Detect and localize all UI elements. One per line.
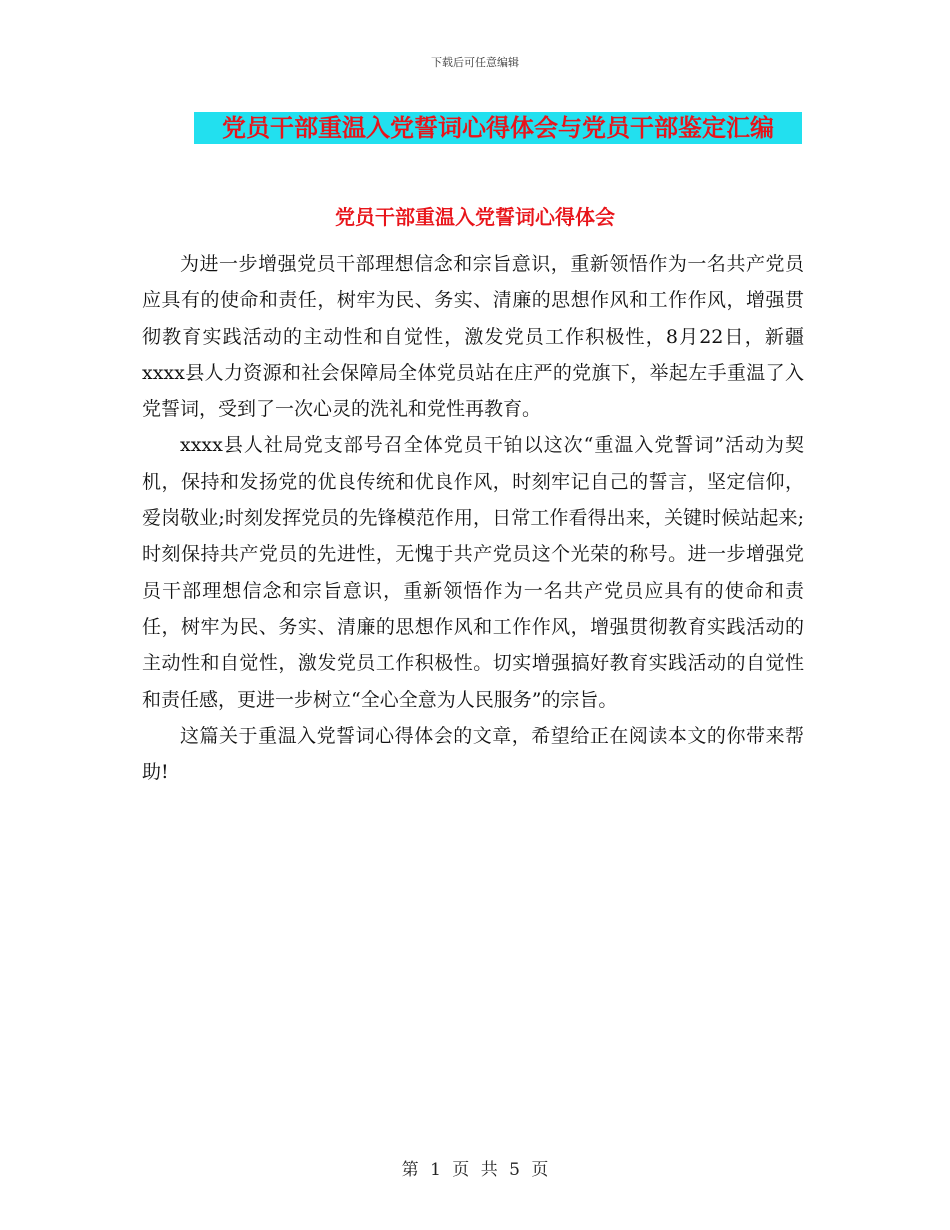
document-title-highlight — [194, 112, 802, 144]
paragraph: 这篇关于重温入党誓词心得体会的文章，希望给正在阅读本文的你带来帮助! — [142, 724, 804, 784]
paragraph: xxxx县人社局党支部号召全体党员干铂以这次“重温入党誓词”活动为契机，保持和发扬党的优良传统和优良作风，时刻牢记自己的誓言，坚定信仰，爱岗敬业;时刻发挥党员的先锋模范作用，日常工作看得出来，关键时候站起来;时刻保持共产党员的先进性，无愧于共产党员这个光荣的称号。进一步增强党员干部理想信念和宗旨意识，重新领悟作为一名共产党员应具有的使命和责任，树牢为民、务实、清廉的思想作风和工作作风，增强贯彻教育实践活动的主动性和自觉性，激发党员工作积极性。切实增强搞好教育实践活动的自觉性和责任感，更进一步树立“全心全意为人民服务”的宗旨。 — [142, 434, 804, 711]
section-title: 党员干部重温入党誓词心得体会 — [335, 205, 615, 229]
document-title: 党员干部重温入党誓词心得体会与党员干部鉴定汇编 — [222, 113, 774, 142]
header-note: 下载后可任意编辑 — [431, 56, 519, 69]
paragraph: 为进一步增强党员干部理想信念和宗旨意识，重新领悟作为一名共产党员应具有的使命和责任，树牢为民、务实、清廉的思想作风和工作作风，增强贯彻教育实践活动的主动性和自觉性，激发党员工作积极性，8月22日，新疆xxxx县人力资源和社会保障局全体党员站在庄严的党旗下，举起左手重温了入党誓词，受到了一次心灵的洗礼和党性再教育。 — [142, 253, 804, 421]
article-body — [142, 246, 804, 790]
page-number-footer: 第 1 页 共 5 页 — [401, 1160, 549, 1180]
